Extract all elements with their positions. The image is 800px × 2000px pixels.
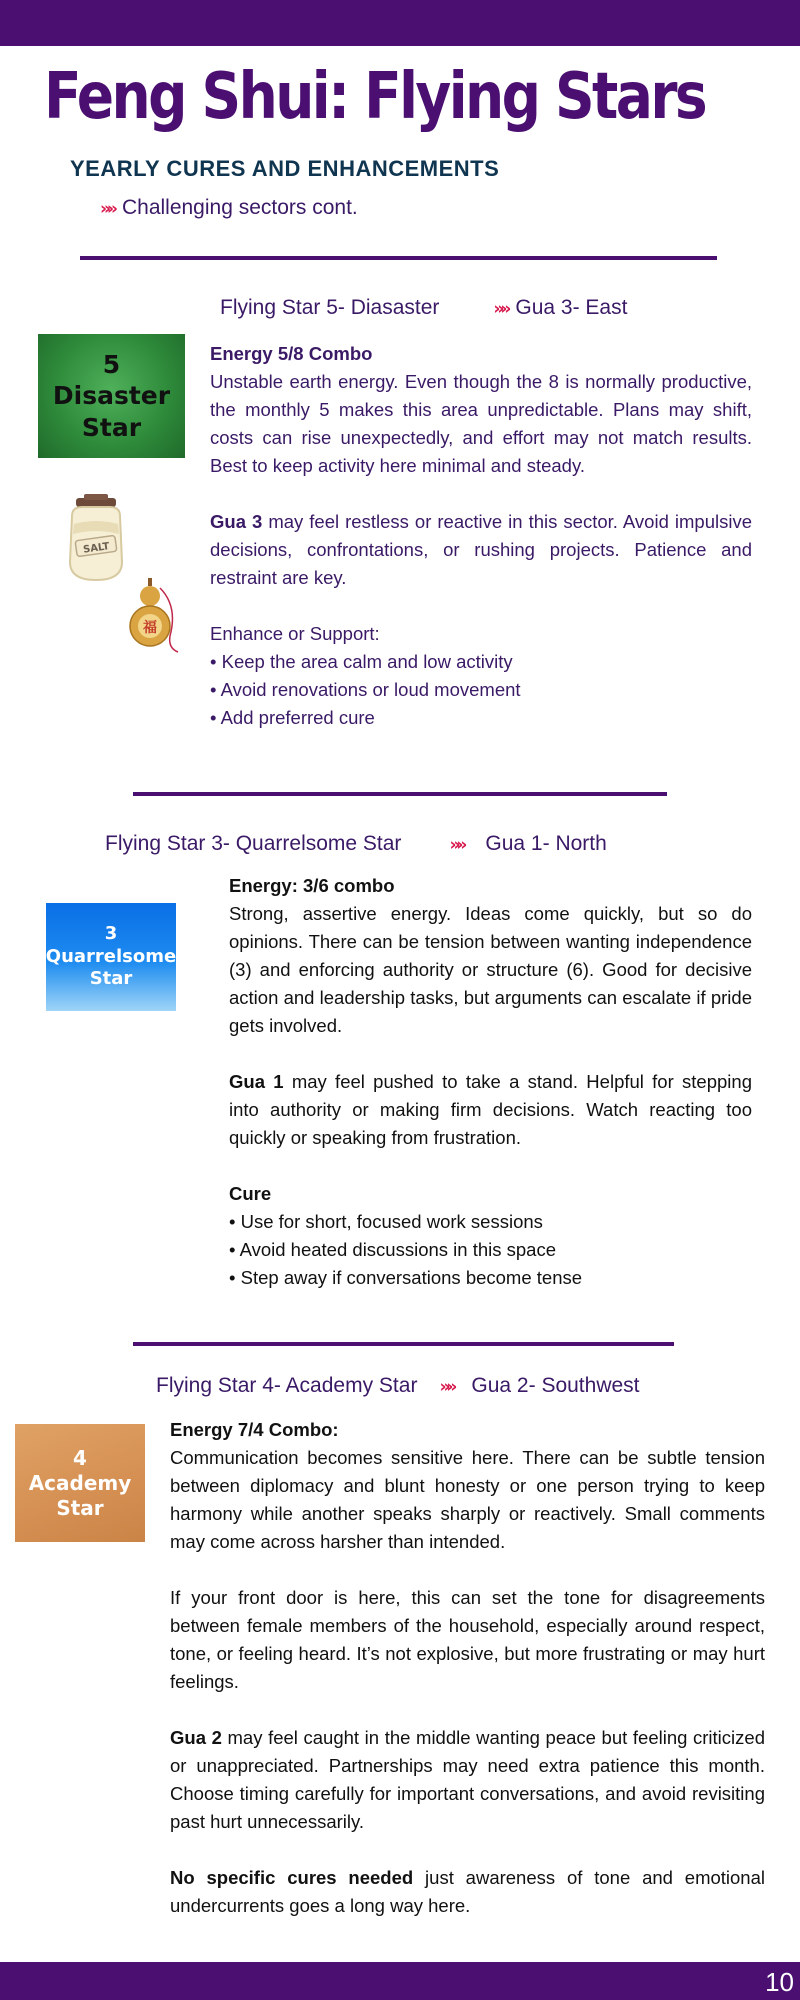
divider <box>133 1342 674 1346</box>
badge-label: Star <box>56 1495 104 1520</box>
badge-label: Disaster <box>52 381 171 411</box>
badge-label: Star <box>81 412 142 442</box>
energy-text: Communication becomes sensitive here. There can be subtle tension between diplomacy and blunt honesty or one person trying to keep harmony while another speaks sharply or reactively. Small comments may come across harsher than intended. <box>170 1447 765 1552</box>
section-body-star3 <box>229 872 752 1292</box>
section-body-star5 <box>210 340 752 732</box>
list-item: • Use for short, focused work sessions <box>229 1211 543 1232</box>
section-heading-star3 <box>105 832 607 856</box>
page-title: Feng Shui: Flying Stars <box>44 60 706 134</box>
chevron-icon: »» <box>439 1377 454 1397</box>
closing-paragraph <box>170 1864 765 1920</box>
gourd-label: 福 <box>143 620 157 636</box>
energy-text: Strong, assertive energy. Ideas come quickly, but so do opinions. There can be tension between wanting independence (3) and enforcing authority or structure (6). Good for decisive action and leadership tasks, but arguments can escalate if pride gets involved. <box>229 903 752 1036</box>
divider <box>133 792 667 796</box>
gua-text: may feel caught in the middle wanting peace but feeling criticized or unappreciated. Partnerships may need extra patience this month. Choose timing carefully for important conversations, and avoid revisiting past hurt unnecessarily. <box>170 1727 765 1832</box>
badge-label: Star <box>89 968 133 990</box>
gourd-icon <box>118 576 186 656</box>
energy-title: Energy: 3/6 combo <box>229 875 395 896</box>
gua-paragraph <box>170 1724 765 1836</box>
quarrelsome-star-badge <box>46 903 176 1011</box>
academy-star-badge <box>15 1424 145 1542</box>
top-banner <box>0 0 800 46</box>
section-body-star4 <box>170 1416 765 1920</box>
chevron-icon: »» <box>449 835 464 855</box>
badge-number: 5 <box>102 350 121 380</box>
section-heading-star4 <box>156 1374 640 1398</box>
list-title: Cure <box>229 1183 272 1204</box>
gua-heading: Gua 2- Southwest <box>471 1374 640 1397</box>
badge-number: 4 <box>73 1445 87 1470</box>
list-item: • Avoid heated discussions in this space <box>229 1239 557 1260</box>
gua-label: Gua 2 <box>170 1727 222 1748</box>
star-heading: Flying Star 3- Quarrelsome Star <box>105 832 402 855</box>
gua-text: may feel pushed to take a stand. Helpful for stepping into authority or making firm decisions. Watch reacting too quickly or speaking from frustration. <box>229 1071 752 1148</box>
front-door-paragraph: If your front door is here, this can set the tone for disagreements between female members of the household, especially around respect, tone, or feeling heard. It’s not explosive, but more frustrating or may hurt feelings. <box>170 1587 765 1692</box>
continued-note <box>100 196 358 220</box>
list-title: Enhance or Support: <box>210 623 380 644</box>
gua-paragraph <box>229 1068 752 1152</box>
continued-text: Challenging sectors cont. <box>121 196 358 219</box>
bottom-banner <box>0 1962 800 2000</box>
gua-label: Gua 3 <box>210 511 263 532</box>
closing-label: No specific cures needed <box>170 1867 414 1888</box>
star-heading: Flying Star 4- Academy Star <box>156 1374 418 1397</box>
gua-paragraph <box>210 508 752 592</box>
energy-title: Energy 5/8 Combo <box>210 343 373 364</box>
chevron-icon: »» <box>100 199 114 219</box>
star-heading: Flying Star 5- Diasaster <box>220 296 440 319</box>
gua-heading: Gua 1- North <box>485 832 607 855</box>
list-item: • Keep the area calm and low activity <box>210 651 513 672</box>
badge-number: 3 <box>104 923 118 945</box>
divider <box>80 256 717 260</box>
badge-label: Academy <box>28 1470 132 1495</box>
salt-label: SALT <box>82 541 111 556</box>
badge-label: Quarrelsome <box>45 945 177 967</box>
closing-text: just awareness of tone and emotional undercurrents goes a long way here. <box>170 1867 765 1916</box>
energy-title: Energy 7/4 Combo: <box>170 1419 339 1440</box>
list-item: • Add preferred cure <box>210 707 375 728</box>
gua-label: Gua 1 <box>229 1071 284 1092</box>
section-heading-star5 <box>220 296 627 320</box>
disaster-star-badge <box>38 334 185 458</box>
page-subtitle: YEARLY CURES AND ENHANCEMENTS <box>70 156 500 181</box>
list-item: • Avoid renovations or loud movement <box>210 679 521 700</box>
energy-text: Unstable earth energy. Even though the 8 is normally productive, the monthly 5 makes this area unpredictable. Plans may shift, costs can rise unexpectedly, and effort may not match results. Best to keep activity here minimal and steady. <box>210 371 752 476</box>
chevron-icon: »» <box>493 299 508 319</box>
list-item: • Step away if conversations become tense <box>229 1267 583 1288</box>
gua-text: may feel restless or reactive in this sector. Avoid impulsive decisions, confrontations, or rushing projects. Patience and restraint are key. <box>210 511 752 588</box>
gua-heading: Gua 3- East <box>515 296 628 319</box>
page-number: 10 <box>765 1967 794 1997</box>
